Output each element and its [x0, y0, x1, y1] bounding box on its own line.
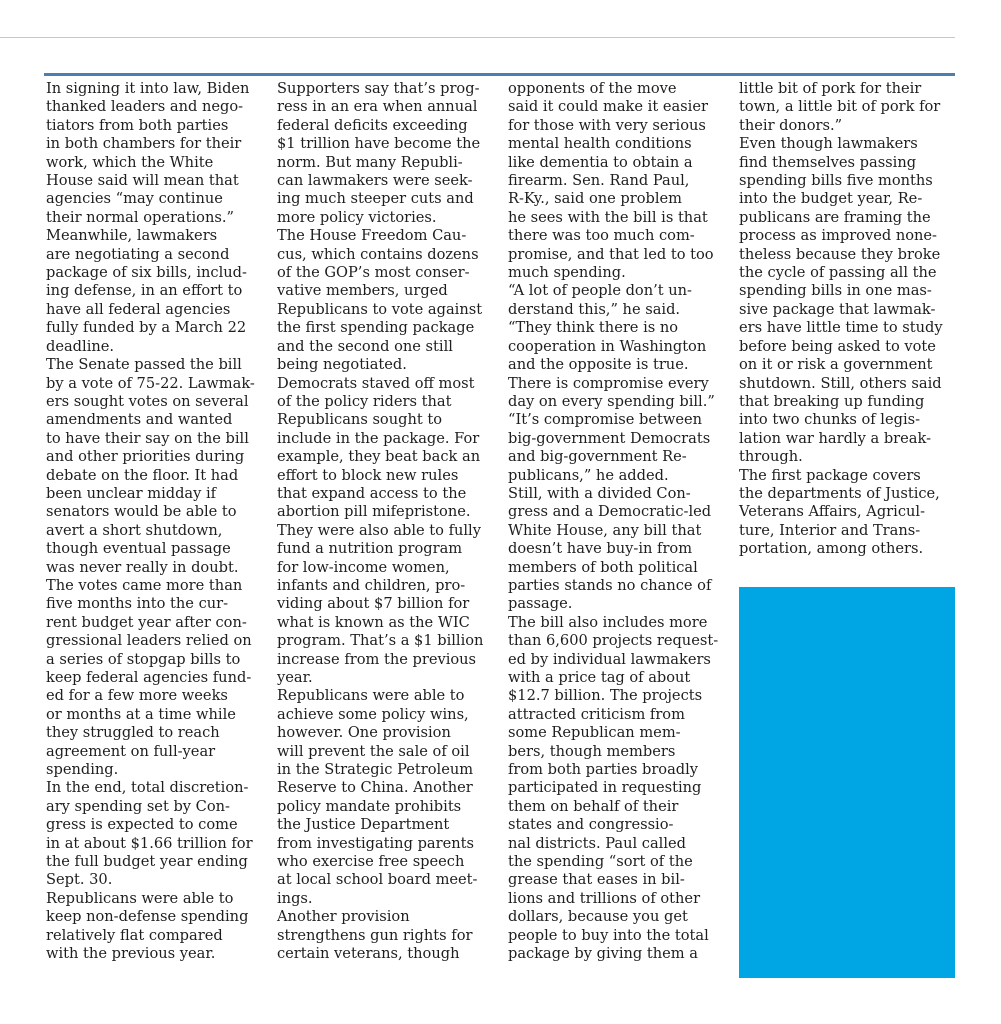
paragraph: Even though lawmakers find themselves passing spending bills five months into the budget year, Re- publicans are framing the process as improved none- theless because they broke the cycle of passing all the spending bills in one mas- sive package that lawmak- ers have little time to study before being asked to vote on it or risk a government shutdown. Still, others said that breaking up funding into two chunks of legis- lation war hardly a break- through. — [739, 135, 943, 466]
article-column-4 — [739, 80, 964, 559]
top-divider — [0, 37, 955, 38]
article-column-3 — [508, 80, 733, 964]
paragraph: In signing it into law, Biden thanked leaders and nego- tiators from both parties in both chambers for their work, which the White House said will mean that agencies “may continue their normal operations.” — [46, 80, 250, 226]
article-column-1 — [46, 80, 271, 964]
paragraph: The votes came more than five months into the cur- rent budget year after con- gressional leaders relied on a series of stopgap bills to keep federal agencies fund- ed for a few more weeks or months at a time while they struggled to reach agreement on full-year spending. — [46, 576, 252, 779]
paragraph: little bit of pork for their town, a little bit of pork for their donors.” — [739, 80, 941, 134]
paragraph: The House Freedom Cau- cus, which contains dozens of the GOP’s most conser- vative members, urged Republicans to vote against the first spending package and the second one still being negotiated. — [277, 227, 483, 374]
paragraph: “A lot of people don’t un- derstand this,” he said. “They think there is no cooperation in Washington and the opposite is true. There is compromise every day on every spending bill.” “It’s compromise between big-government Democrats and big-government Re- publicans,” he added. — [508, 282, 715, 484]
paragraph: In the end, total discretion- ary spending set by Con- gress is expected to come in at about $1.66 trillion for the full budget year ending Sept. 30. — [46, 779, 253, 889]
paragraph: Supporters say that’s prog- ress in an era when annual federal deficits exceeding $1 trillion have become the norm. But many Republi- can lawmakers were seek- ing much steeper cuts and more policy victories. — [277, 80, 481, 226]
paragraph: Republicans were able to keep non-defense spending relatively flat compared with the previous year. — [46, 889, 249, 963]
paragraph: The bill also includes more than 6,600 projects request- ed by individual lawmakers with a price tag of about $12.7 billion. The projects attracted criticism from some Republican mem- bers, though members from both parties broadly participated in requesting them on behalf of their states and congressio- nal districts. Paul called the spending “sort of the grease that eases in bil- lions and trillions of other dollars, because you get people to buy into the total package by giving them a — [508, 613, 719, 963]
paragraph: opponents of the move said it could make it easier for those with very serious mental health conditions like dementia to obtain a firearm. Sen. Rand Paul, R-Ky., said one problem he sees with the bill is that there was too much com- promise, and that led to too much spending. — [508, 80, 714, 282]
article-accent-rule — [44, 73, 955, 76]
article-column-2 — [277, 80, 502, 964]
paragraph: Another provision strengthens gun rights for certain veterans, though — [277, 908, 473, 963]
paragraph: Still, with a divided Con- gress and a Democratic-led White House, any bill that doesn’t have buy-in from members of both political parties stands no chance of passage. — [508, 484, 712, 613]
paragraph: The first package covers the departments of Justice, Veterans Affairs, Agricul- ture, Interior and Trans- portation, among others. — [739, 466, 940, 558]
blue-ad-placeholder — [739, 587, 955, 978]
paragraph: The Senate passed the bill by a vote of 75-22. Lawmak- ers sought votes on several amendments and wanted to have their say on the bill and other priorities during debate on the floor. It had been unclear midday if senators would be able to avert a short shutdown, though eventual passage was never really in doubt. — [46, 356, 255, 576]
paragraph: Democrats staved off most of the policy riders that Republicans sought to include in the package. For example, they beat back an effort to block new rules that expand access to the abortion pill mifepristone. They were also able to fully fund a nutrition program for low-income women, infants and children, pro- viding about $7 billion for what is known as the WIC program. That’s a $1 billion increase from the previous year. — [277, 374, 484, 686]
paragraph: Meanwhile, lawmakers are negotiating a second package of six bills, includ- ing defense, in an effort to have all federal agencies fully funded by a March 22 deadline. — [46, 227, 247, 355]
paragraph: Republicans were able to achieve some policy wins, however. One provision will prevent the sale of oil in the Strategic Petroleum Reserve to China. Another policy mandate prohibits the Justice Department from investigating parents who exercise free speech at local school board meet- ings. — [277, 687, 478, 907]
